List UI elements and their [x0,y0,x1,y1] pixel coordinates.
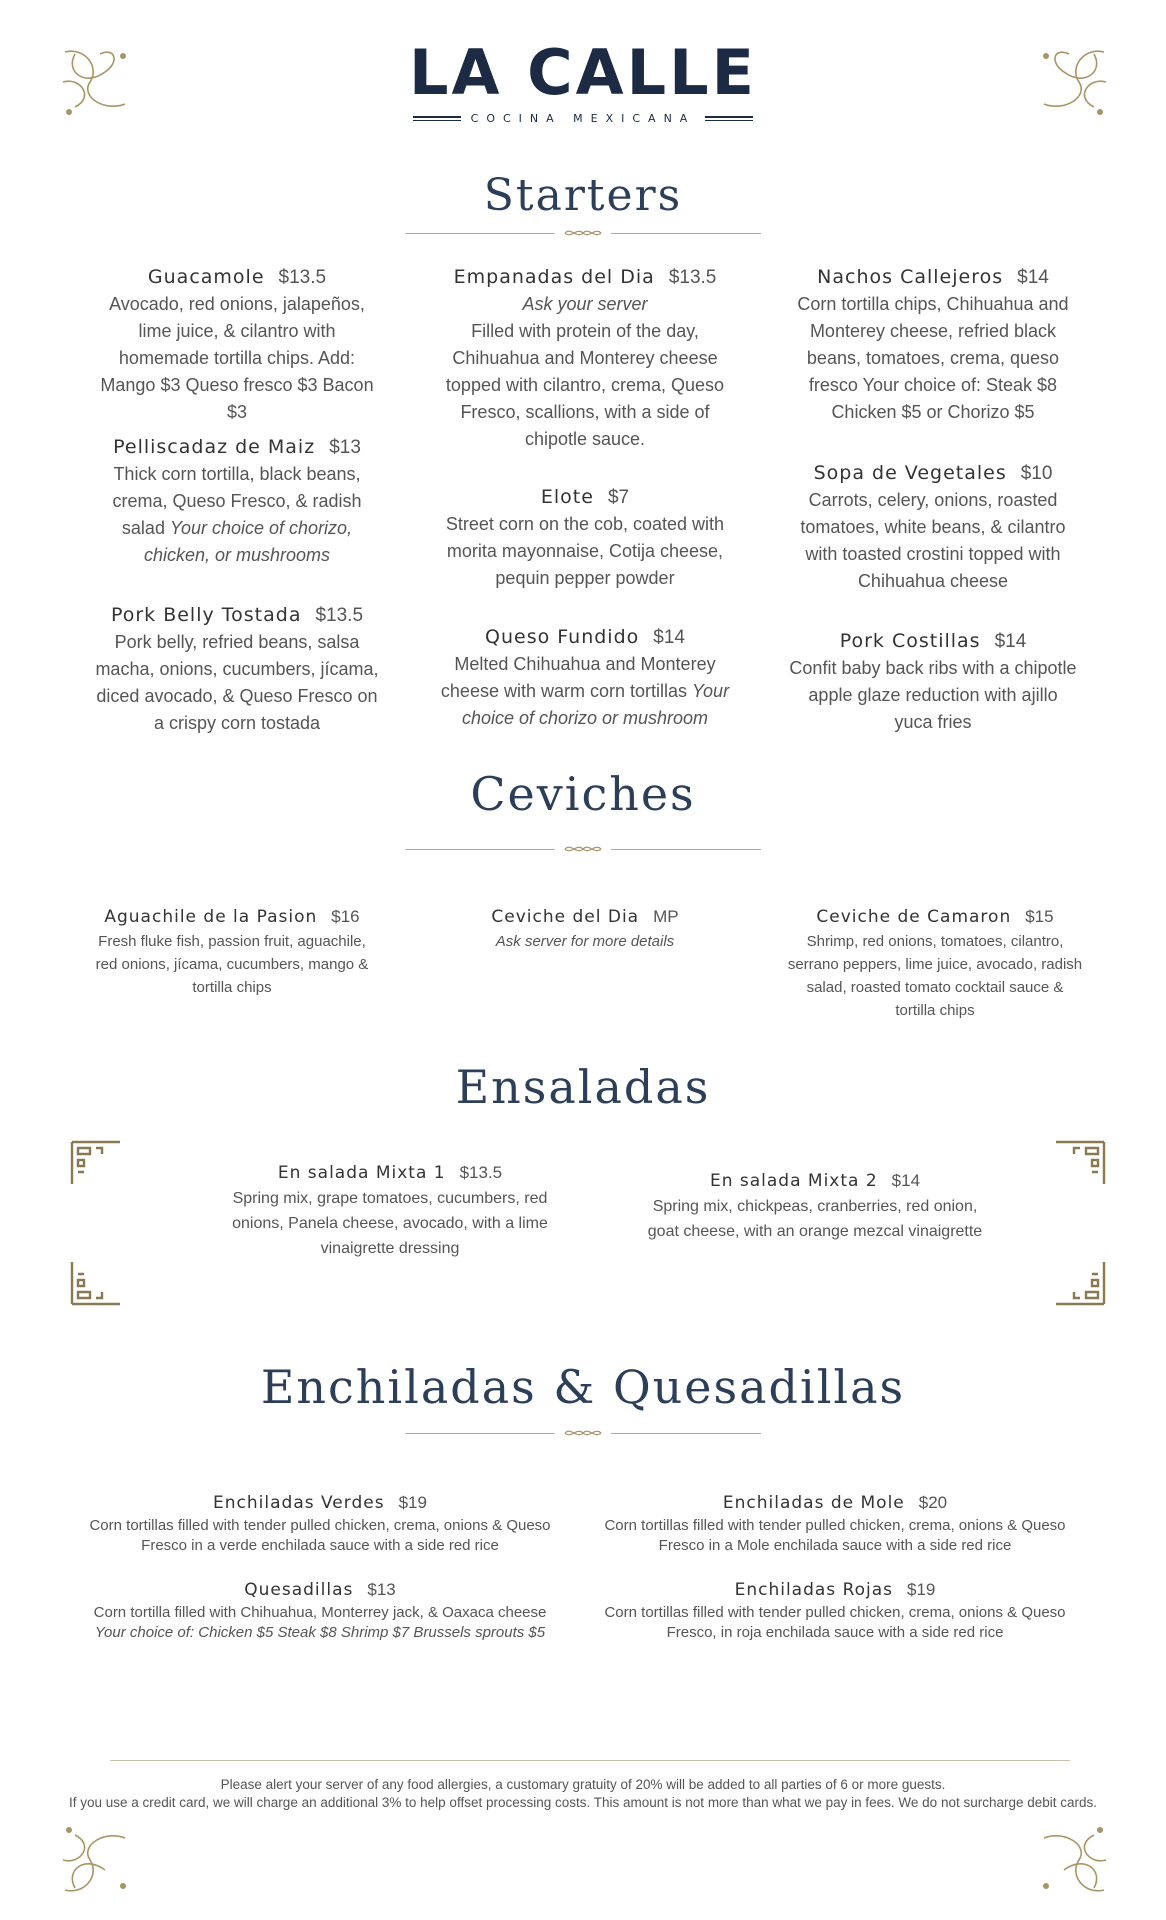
item-price: $14 [891,1171,921,1190]
menu-item [635,1168,995,1244]
menu-item [440,484,730,592]
item-name: Enchiladas Verdes [213,1493,385,1513]
brand-tagline-row [0,112,1166,125]
item-price: $14 [1017,267,1049,288]
menu-item [440,264,730,453]
item-price: $16 [331,907,360,926]
item-description: Thick corn tortilla, black beans, crema, Queso Fresco, & radish salad [112,464,362,538]
menu-item [92,264,382,426]
fret-corner-ornament-icon [70,1140,126,1196]
item-price: $15 [1025,907,1054,926]
section-title-enchiladas: Enchiladas & Quesadillas [260,1360,906,1414]
item-description: Pork belly, refried beans, salsa macha, onions, cucumbers, jícama, diced avocado, & Queso Fresco on a crispy corn tostada [95,632,379,733]
knot-ornament-icon [563,843,603,855]
item-name: Ceviche del Dia [491,907,640,927]
item-name: En salada Mixta 1 [277,1163,446,1183]
item-price: $13.5 [668,267,717,288]
menu-item [785,904,1085,1022]
footer-line-surcharge: If you use a credit card, we will charge an additional 3% to help offset processing costs. This amount is not more than what we pay in fees. We do not surcharge debit cards. [68,1795,1098,1810]
flourish-ornament-icon [1030,1820,1114,1900]
item-name: Sopa de Vegetales [813,462,1007,484]
section-divider [0,1427,1166,1439]
menu-item [210,1160,570,1261]
item-description: Confit baby back ribs with a chipotle apple glaze reduction with ajillo yuca fries [789,658,1077,732]
footer-notice [0,1776,1166,1812]
item-description: Spring mix, grape tomatoes, cucumbers, red onions, Panela cheese, avocado, with a lime vinaigrette dressing [232,1190,548,1257]
item-price: $19 [398,1493,427,1512]
item-name: Pork Costillas [839,630,981,652]
item-note: Your choice of: Chicken $5 Steak $8 Shrimp $7 Brussels sprouts $5 [94,1624,546,1641]
item-description: Corn tortilla filled with Chihuahua, Monterrey jack, & Oaxaca cheese [93,1604,547,1621]
item-name: Enchiladas de Mole [722,1493,905,1513]
item-name: Guacamole [147,266,265,288]
menu-item [600,1490,1070,1556]
item-name: Queso Fundido [485,626,640,648]
menu-item [92,602,382,737]
item-description: Filled with protein of the day, Chihuahua and Monterey cheese topped with cilantro, crema, Queso Fresco, scallions, with a side of chipotle sauce. [445,321,725,449]
brand-tagline: COCINA MEXICANA [470,112,696,125]
knot-ornament-icon [563,1427,603,1439]
item-price: $13.5 [315,605,364,626]
tagline-rule-right [705,116,753,121]
item-note: Your choice of chorizo or mushroom [461,681,730,728]
menu-item [788,628,1078,736]
item-description: Corn tortillas filled with tender pulled chicken, crema, onions & Queso Fresco, in roja enchilada sauce with a side red rice [604,1604,1066,1641]
menu-item [445,904,725,953]
item-note: Your choice of chorizo, chicken, or mushrooms [143,518,353,565]
item-description: Corn tortilla chips, Chihuahua and Monterey cheese, refried black beans, tomatoes, crema, queso fresco Your choice of: Steak $8 Chicken $5 or Chorizo $5 [797,294,1069,422]
item-description: Avocado, red onions, jalapeños, lime juice, & cilantro with homemade tortilla chips. Add: Mango $3 Queso fresco $3 Bacon $3 [100,294,374,422]
flourish-ornament-icon [55,1820,139,1900]
item-description: Fresh fluke fish, passion fruit, aguachile, red onions, jícama, cucumbers, mango & tortilla chips [95,933,369,996]
item-description: Shrimp, red onions, tomatoes, cilantro, serrano peppers, lime juice, avocado, radish salad, roasted tomato cocktail sauce & tortilla chips [787,933,1083,1019]
item-price: $13 [329,437,361,458]
footer-line-allergy: Please alert your server of any food allergies, a customary gratuity of 20% will be added to all parties of 6 or more guests. [220,1777,946,1792]
item-name: Nachos Callejeros [817,266,1004,288]
section-divider [0,843,1166,855]
item-price: MP [653,907,679,926]
tagline-rule-left [413,116,461,121]
menu-item [788,460,1078,595]
brand-name: LA CALLE [409,36,757,109]
item-price: $14 [994,631,1027,652]
item-description: Melted Chihuahua and Monterey cheese with warm corn tortillas [440,654,716,701]
item-price: $14 [653,627,685,648]
menu-item [92,904,372,999]
fret-corner-ornament-icon [70,1250,126,1306]
item-price: $13.5 [278,267,327,288]
section-title-starters: Starters [483,170,683,221]
item-price: $7 [607,487,630,508]
item-price: $13 [367,1580,396,1599]
item-name: Pelliscadaz de Maiz [113,436,316,458]
brand-header [0,38,1166,125]
item-name: Quesadillas [244,1580,354,1600]
footer-rule [110,1760,1070,1761]
section-divider [0,227,1166,239]
menu-item [80,1577,560,1643]
item-name: Empanadas del Dia [453,266,655,288]
item-note: Ask server for more details [495,933,675,950]
menu-item [92,434,382,569]
item-name: Elote [540,486,594,508]
knot-ornament-icon [563,227,603,239]
menu-item [80,1490,560,1556]
item-description: Corn tortillas filled with tender pulled chicken, crema, onions & Queso Fresco in a Mole enchilada sauce with a side red rice [604,1517,1066,1554]
item-price: $13.5 [459,1163,503,1182]
item-description: Street corn on the cob, coated with morita mayonnaise, Cotija cheese, pequin pepper powder [445,514,725,588]
menu-item [788,264,1078,426]
item-price: $20 [918,1493,948,1512]
item-note: Ask your server [522,294,648,314]
item-price: $19 [907,1580,936,1599]
menu-item [600,1577,1070,1643]
item-description: Carrots, celery, onions, roasted tomatoes, white beans, & cilantro with toasted crostini topped with Chihuahua cheese [800,490,1066,591]
section-title-ensaladas: Ensaladas [455,1060,711,1114]
item-name: Ceviche de Camaron [816,907,1012,927]
item-name: Pork Belly Tostada [110,604,302,626]
item-price: $10 [1020,463,1053,484]
fret-corner-ornament-icon [1050,1140,1106,1196]
item-description: Spring mix, chickpeas, cranberries, red onion, goat cheese, with an orange mezcal vinaigrette [647,1198,983,1240]
fret-corner-ornament-icon [1050,1250,1106,1306]
item-name: En salada Mixta 2 [709,1171,878,1191]
item-name: Aguachile de la Pasion [104,907,318,927]
section-title-ceviches: Ceviches [470,767,696,821]
item-name: Enchiladas Rojas [734,1580,894,1600]
menu-item [440,624,730,732]
item-description: Corn tortillas filled with tender pulled chicken, crema, onions & Queso Fresco in a verde enchilada sauce with a side red rice [89,1517,551,1554]
